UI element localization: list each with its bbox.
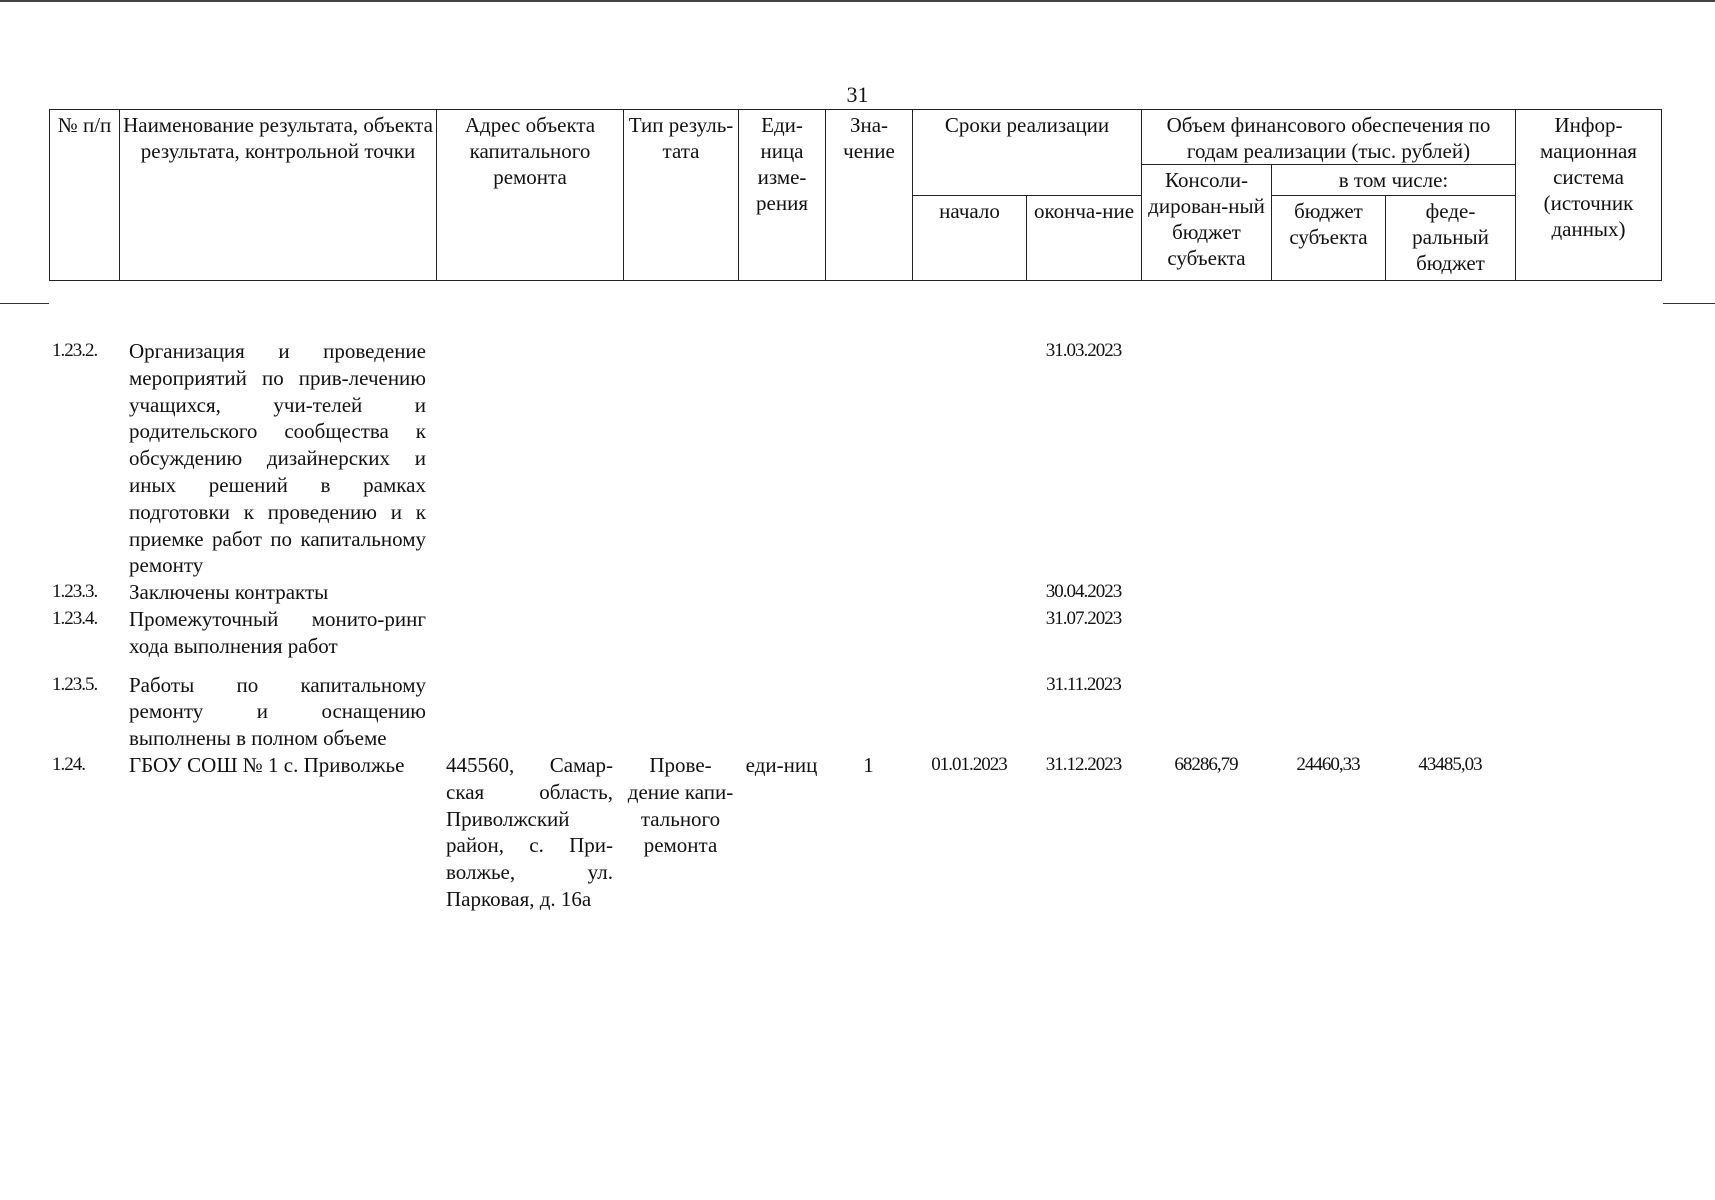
header-num: № п/п bbox=[50, 110, 120, 281]
table-header bbox=[49, 109, 1662, 281]
cell-name: Промежуточный монито-ринг хода выполнения работ bbox=[129, 606, 426, 658]
header-finance-federal: феде-ральный бюджет bbox=[1386, 196, 1516, 281]
cell-start bbox=[912, 660, 1026, 752]
cell-num: 1.23.5. bbox=[52, 673, 98, 695]
table-row bbox=[49, 660, 1661, 752]
cell-unit bbox=[738, 606, 825, 660]
cell-info-system bbox=[1515, 338, 1661, 579]
cell-type bbox=[623, 606, 738, 660]
cell-name: ГБОУ СОШ № 1 с. Приволжье bbox=[129, 752, 405, 777]
scan-edge-line bbox=[0, 0, 1715, 2]
cell-num: 1.24. bbox=[52, 753, 85, 775]
header-rule-right bbox=[1663, 303, 1715, 304]
cell-subject bbox=[1271, 660, 1385, 752]
cell-unit bbox=[738, 579, 825, 606]
cell-value: 1 bbox=[863, 752, 874, 777]
cell-num: 1.23.4. bbox=[52, 607, 98, 629]
cell-end: 31.11.2023 bbox=[1046, 673, 1121, 695]
cell-num: 1.23.2. bbox=[52, 340, 98, 361]
cell-type bbox=[623, 660, 738, 752]
table-row bbox=[49, 606, 1661, 660]
header-finance: Объем финансового обеспечения по годам реализации (тыс. рублей) bbox=[1142, 110, 1516, 165]
cell-subject bbox=[1271, 579, 1385, 606]
header-rule-left bbox=[0, 303, 49, 304]
header-value: Зна-чение bbox=[826, 110, 913, 281]
cell-subject bbox=[1271, 338, 1385, 579]
cell-consolidated bbox=[1141, 660, 1271, 752]
cell-federal bbox=[1385, 660, 1515, 752]
cell-start bbox=[912, 579, 1026, 606]
cell-value bbox=[825, 660, 912, 752]
header-unit: Еди-ница изме-рения bbox=[739, 110, 826, 281]
cell-start bbox=[912, 338, 1026, 579]
cell-end: 31.12.2023 bbox=[1045, 753, 1122, 775]
header-type: Тип резуль-тата bbox=[624, 110, 739, 281]
cell-num: 1.23.3. bbox=[52, 581, 98, 603]
cell-end: 31.03.2023 bbox=[1045, 340, 1122, 361]
cell-type bbox=[623, 338, 738, 579]
cell-federal bbox=[1385, 606, 1515, 660]
header-name: Наименование результата, объекта результата, контрольной точки bbox=[120, 110, 437, 281]
header-terms-end: оконча-ние bbox=[1027, 196, 1142, 281]
cell-address bbox=[436, 579, 623, 606]
cell-value bbox=[825, 579, 912, 606]
cell-info-system bbox=[1515, 660, 1661, 752]
cell-value bbox=[825, 606, 912, 660]
cell-name: Организация и проведение мероприятий по прив-лечению учащихся, учи-телей и родительского сообщества к обсуждению дизайнерских и иных решений в рамках подготовки к проведению и к приемке работ по капитальному ремонту bbox=[129, 339, 426, 578]
header-terms-start: начало bbox=[913, 196, 1027, 281]
cell-address bbox=[436, 338, 623, 579]
cell-federal bbox=[1385, 579, 1515, 606]
table-rows bbox=[49, 338, 1661, 913]
cell-start bbox=[912, 606, 1026, 660]
cell-address bbox=[436, 660, 623, 752]
cell-unit: еди-ниц bbox=[745, 752, 818, 777]
cell-end: 30.04.2023 bbox=[1045, 581, 1122, 603]
table-row bbox=[49, 338, 1661, 579]
cell-name: Работы по капитальному ремонту и оснащению выполнены в полном объеме bbox=[129, 672, 426, 751]
cell-federal bbox=[1385, 338, 1515, 579]
cell-subject: 24460,33 bbox=[1296, 753, 1360, 775]
cell-address bbox=[436, 606, 623, 660]
header-info-system: Инфор-мационная система (источник данных) bbox=[1516, 110, 1662, 281]
table-row bbox=[49, 579, 1661, 606]
header-finance-consolidated: Консоли-дирован-ный бюджет субъекта bbox=[1142, 165, 1272, 281]
cell-address: 445560, Самар-ская область, Приволжский район, с. При-волжье, ул. Парковая, д. 16а bbox=[446, 752, 613, 911]
table-row bbox=[49, 752, 1661, 913]
cell-info-system bbox=[1515, 579, 1661, 606]
cell-type: Прове-дение капи-тального ремонта bbox=[627, 752, 734, 858]
cell-unit bbox=[738, 338, 825, 579]
page-number: 31 bbox=[846, 82, 869, 107]
header-finance-including: в том числе: bbox=[1272, 165, 1516, 196]
cell-info-system bbox=[1515, 606, 1661, 660]
table-body bbox=[49, 338, 1661, 913]
cell-consolidated bbox=[1141, 579, 1271, 606]
cell-info-system bbox=[1515, 752, 1661, 913]
cell-name: Заключены контракты bbox=[129, 580, 329, 605]
header-address: Адрес объекта капитального ремонта bbox=[437, 110, 624, 281]
cell-consolidated bbox=[1141, 338, 1271, 579]
cell-subject bbox=[1271, 606, 1385, 660]
cell-consolidated: 68286,79 bbox=[1174, 753, 1238, 775]
cell-type bbox=[623, 579, 738, 606]
cell-unit bbox=[738, 660, 825, 752]
cell-value bbox=[825, 338, 912, 579]
cell-end: 31.07.2023 bbox=[1045, 607, 1122, 629]
header-finance-subject: бюджет субъекта bbox=[1272, 196, 1386, 281]
header-terms: Сроки реализации bbox=[913, 110, 1142, 196]
cell-federal: 43485,03 bbox=[1418, 753, 1482, 775]
cell-start: 01.01.2023 bbox=[931, 753, 1007, 775]
cell-consolidated bbox=[1141, 606, 1271, 660]
